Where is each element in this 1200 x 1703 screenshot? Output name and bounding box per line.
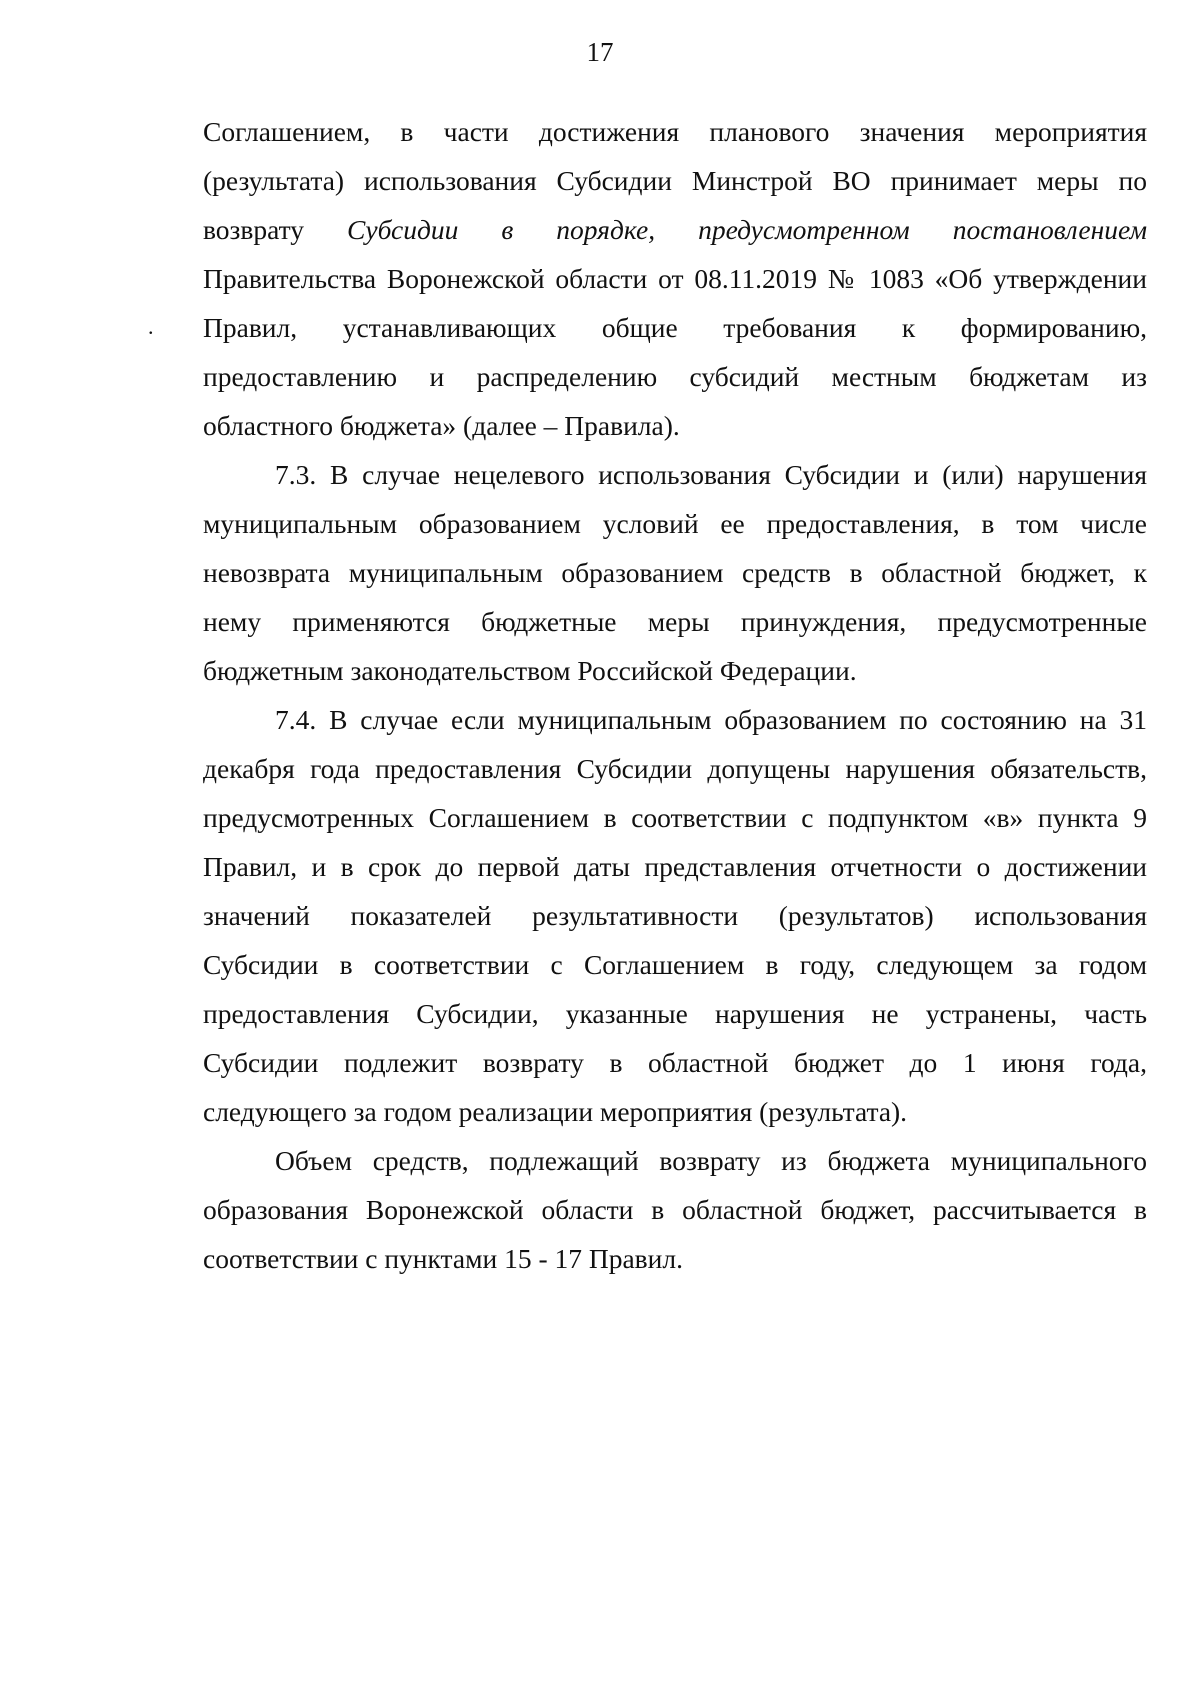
text-line: Правил, и в срок до первой даты представления отчетности о достижении bbox=[203, 851, 1147, 882]
text-line: Объем средств, подлежащий возврату из бюджета муниципального bbox=[275, 1145, 1147, 1176]
text-line: областного бюджета» (далее – Правила). bbox=[203, 410, 680, 441]
text-line: Субсидии подлежит возврату в областной бюджет до 1 июня года, bbox=[203, 1047, 1147, 1078]
text-line: значений показателей результативности (результатов) использования bbox=[203, 900, 1147, 931]
text-line: бюджетным законодательством Российской Федерации. bbox=[203, 655, 857, 686]
text-line: Правил, устанавливающих общие требования к формированию, bbox=[203, 312, 1147, 343]
text-line: невозврата муниципальным образованием средств в областной бюджет, к bbox=[203, 557, 1147, 588]
text-line: предусмотренных Соглашением в соответствии с подпунктом «в» пункта 9 bbox=[203, 802, 1147, 833]
page-number: 17 bbox=[586, 37, 614, 67]
text-line: 7.3. В случае нецелевого использования Субсидии и (или) нарушения bbox=[275, 459, 1147, 490]
text-line: декабря года предоставления Субсидии допущены нарушения обязательств, bbox=[203, 753, 1147, 784]
text-line: нему применяются бюджетные меры принуждения, предусмотренные bbox=[203, 606, 1147, 637]
text-line: соответствии с пунктами 15 - 17 Правил. bbox=[203, 1243, 683, 1274]
document-body bbox=[203, 107, 1147, 1283]
text-line: муниципальным образованием условий ее предоставления, в том числе bbox=[203, 508, 1147, 539]
text-line: образования Воронежской области в областной бюджет, рассчитывается в bbox=[203, 1194, 1147, 1225]
text-line: (результата) использования Субсидии Минстрой ВО принимает меры по bbox=[203, 165, 1147, 196]
text-line: следующего за годом реализации мероприятия (результата). bbox=[203, 1096, 908, 1127]
text-line: Правительства Воронежской области от 08.11.2019 № 1083 «Об утверждении bbox=[203, 263, 1147, 294]
text-line: Соглашением, в части достижения планового значения мероприятия bbox=[203, 116, 1147, 147]
text-line: предоставлению и распределению субсидий местным бюджетам из bbox=[203, 361, 1147, 392]
text-line: возврату Субсидии в порядке, предусмотренном постановлением bbox=[203, 214, 1148, 245]
text-line: 7.4. В случае если муниципальным образованием по состоянию на 31 bbox=[275, 704, 1147, 735]
text-line: Субсидии в соответствии с Соглашением в году, следующем за годом bbox=[203, 949, 1147, 980]
text-line: предоставления Субсидии, указанные нарушения не устранены, часть bbox=[203, 998, 1147, 1029]
margin-mark: . bbox=[148, 314, 154, 339]
